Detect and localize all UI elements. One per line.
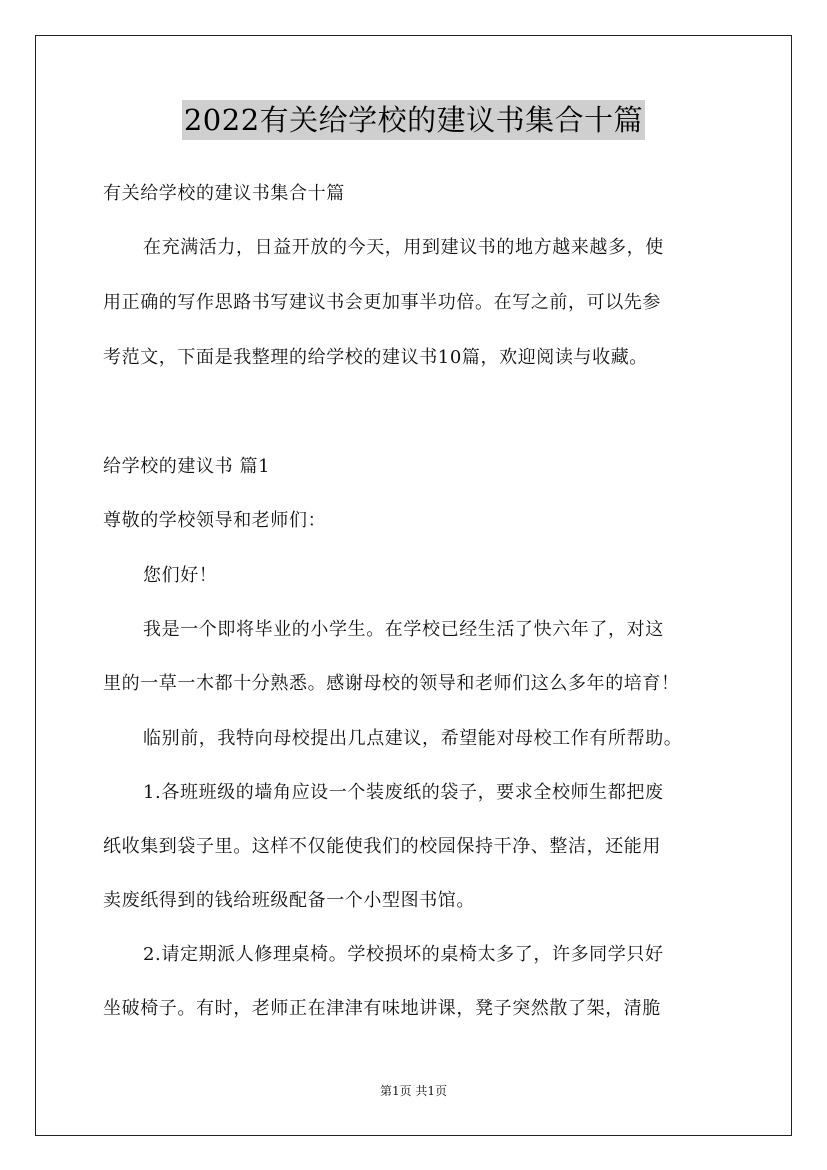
section-heading: 给学校的建议书 篇1 bbox=[103, 456, 271, 477]
document-subtitle: 有关给学校的建议书集合十篇 bbox=[103, 183, 345, 204]
greeting: 您们好！ bbox=[143, 565, 218, 586]
body-line-2: 里的一草一木都十分熟悉。感谢母校的领导和老师们这么多年的培育！ bbox=[103, 673, 680, 694]
body-line-6: 卖废纸得到的钱给班级配备一个小型图书馆。 bbox=[103, 890, 475, 911]
intro-line-3: 考范文，下面是我整理的给学校的建议书10篇，欢迎阅读与收藏。 bbox=[103, 347, 648, 368]
page-footer: 第1页 共1页 bbox=[379, 1084, 448, 1098]
body-line-3: 临别前，我特向母校提出几点建议，希望能对母校工作有所帮助。 bbox=[143, 728, 683, 749]
intro-line-1: 在充满活力，日益开放的今天，用到建议书的地方越来越多，使 bbox=[143, 237, 664, 258]
body-line-7: 2.请定期派人修理桌椅。学校损坏的桌椅太多了，许多同学只好 bbox=[143, 944, 664, 965]
body-line-5: 纸收集到袋子里。这样不仅能使我们的校园保持干净、整洁，还能用 bbox=[103, 836, 661, 857]
salutation: 尊敬的学校领导和老师们： bbox=[103, 510, 327, 531]
title-container bbox=[0, 100, 827, 140]
body-line-8: 坐破椅子。有时，老师正在津津有味地讲课，凳子突然散了架，清脆 bbox=[103, 998, 661, 1019]
document-title: 2022有关给学校的建议书集合十篇 bbox=[182, 100, 645, 140]
body-line-4: 1.各班班级的墙角应设一个装废纸的袋子，要求全校师生都把废 bbox=[143, 782, 664, 803]
intro-line-2: 用正确的写作思路书写建议书会更加事半功倍。在写之前，可以先参 bbox=[103, 292, 661, 313]
body-line-1: 我是一个即将毕业的小学生。在学校已经生活了快六年了，对这 bbox=[143, 619, 664, 640]
